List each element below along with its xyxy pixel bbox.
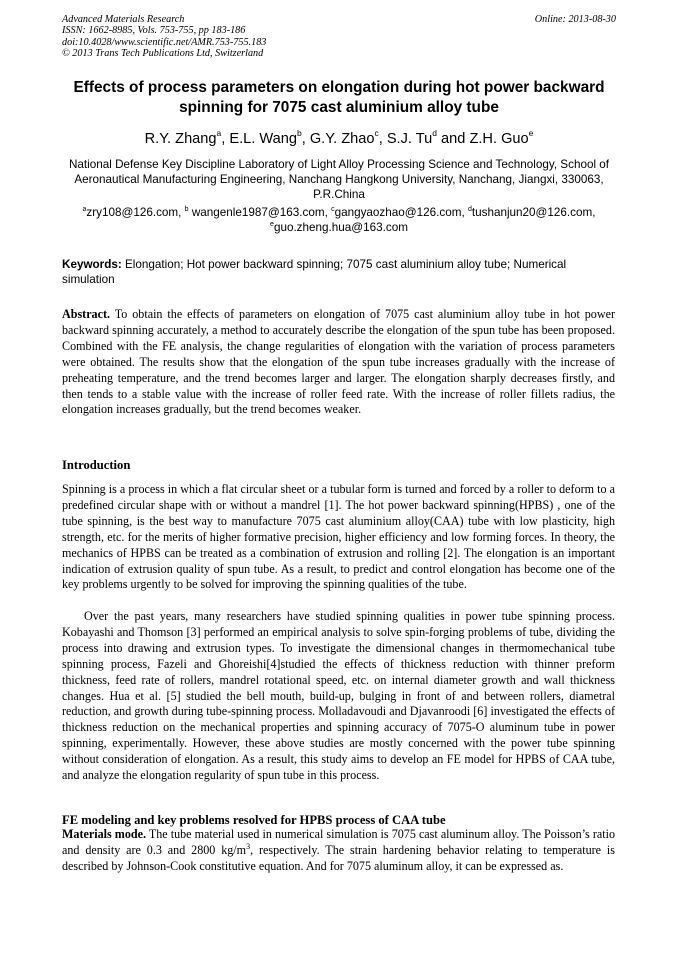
author-separator: and — [436, 131, 470, 147]
email-mark: c — [331, 206, 335, 213]
email-list — [58, 206, 620, 235]
author-separator: , — [301, 131, 310, 147]
email-separator: , — [178, 206, 185, 219]
author-affil-mark: a — [216, 128, 222, 138]
keywords — [62, 257, 615, 287]
author-name: S.J. Tu — [386, 131, 433, 147]
abstract-label: Abstract. — [62, 307, 111, 321]
email-address[interactable]: zry108@126.com — [86, 206, 179, 219]
copyright-line: © 2013 Trans Tech Publications Ltd, Switzerland — [62, 47, 264, 59]
email-address[interactable]: guo.zheng.hua@163.com — [273, 220, 408, 234]
email-mark: a — [82, 206, 87, 213]
author-affil-mark: b — [296, 128, 302, 138]
abstract-text: To obtain the effects of parameters on elongation of 7075 cast aluminium alloy tube in hot power backward spinning accurately, a method to accurately describe the elongation of the spun tube has been proposed. Combined with the FE analysis, the change regularities of elongation with the variation of process parameters were obtained. The results show that the elongation of the spun tube increases gradually with the increase of preheating temperature, and the trend becomes larger and larger. The elongation sharply decreases firstly, and then tends to a stable value with the increase of roller feed rate. With the increase of roller fillets radius, the elongation increases gradually, but the trend becomes weaker. — [62, 307, 615, 417]
email-separator: , — [461, 206, 468, 219]
section-heading-fe-modeling: FE modeling and key problems resolved for HPBS process of CAA tube — [62, 813, 446, 827]
author-list — [40, 130, 638, 148]
author-separator: , — [378, 131, 387, 147]
author-separator: , — [221, 131, 230, 147]
affiliation: National Defense Key Discipline Laboratory of Light Alloy Processing Science and Technology, School of Aeronautical Manufacturing Engineering, Nanchang Hangkong University, Nanchang, Jiangxi, 330063, P.R.China — [68, 158, 610, 201]
journal-name: Advanced Materials Research — [62, 14, 185, 25]
materials-text-a: The tube material used in numerical simulation is 7075 cast aluminum alloy. The Poisson’s ratio and density are 0.3 and 2800 kg/m — [62, 827, 615, 857]
introduction-paragraph-1: Spinning is a process in which a flat circular sheet or a tubular form is turned and forced by a roller to deform to a predefined circular shape with or without a mandrel [1]. The hot power backward spinning(HPBS) , one of the tube spinning, is the best way to manufacture 7075 cast aluminium alloy(CAA) tube with low plasticity, high strength, etc. for the merits of higher formative precision, higher efficiency and low forming forces. In theory, the mechanics of HPBS can be treated as a combination of extrusion and rolling [2]. The elongation is an important indication of extrusion quality of spun tube. As a result, to predict and control elongation has become one of the key problems urgently to be solved for improving the spinning qualities of the tube. — [62, 482, 615, 592]
section-heading-introduction: Introduction — [62, 458, 131, 472]
materials-label: Materials mode. — [62, 827, 147, 841]
online-date: Online: 2013-08-30 — [534, 14, 616, 25]
email-address[interactable]: tushanjun20@126.com — [471, 206, 593, 219]
author-name: G.Y. Zhao — [309, 131, 375, 147]
email-mark: b — [184, 206, 189, 213]
issn-line: ISSN: 1662-8985, Vols. 753-755, pp 183-186 — [62, 25, 246, 37]
email-separator: , — [592, 206, 596, 219]
introduction-paragraph-2: Over the past years, many researchers have studied spinning qualities in power tube spinning process. Kobayashi and Thomson [3] performed an empirical analysis to solve spin-forging problems of tube, dividing the process into drawing and extrusion types. To investigate the dimensional changes in thermomechanical tube spinning process, Fazeli and Ghoreishi[4]studied the effects of thickness reduction with thinner preform thickness, feed rate of rollers, mandrel rotational speed, etc. on internal diameter growth and wall thickness changes. Hua et al. [5] studied the bell mouth, build-up, bulging in front of and between rollers, diametral reduction, and growth during tube-spinning process. Molladavoudi and Djavanroodi [6] investigated the effects of thickness reduction on the mechanical properties and spinning accuracy of 7075-O aluminum tube in power spinning, experimentally. However, these above studies are mostly concerned with the power tube spinning without consideration of elongation. As a result, this study aims to develop an FE model for HPBS of CAA tube, and analyze the elongation regularity of spun tube in this process. — [62, 609, 615, 783]
keywords-text: Elongation; Hot power backward spinning; 7075 cast aluminium alloy tube; Numerical simulation — [62, 258, 567, 286]
author-name: E.L. Wang — [229, 131, 297, 147]
cubic-superscript: 3 — [246, 841, 251, 851]
keywords-label: Keywords: — [62, 258, 122, 271]
author-affil-mark: e — [528, 128, 534, 138]
abstract — [62, 307, 615, 418]
doi-line: doi:10.4028/www.scientific.net/AMR.753-755.183 — [62, 36, 267, 48]
email-mark: e — [270, 220, 274, 228]
author-name: R.Y. Zhang — [144, 131, 217, 147]
materials-paragraph — [62, 827, 615, 875]
email-separator: , — [324, 206, 332, 219]
author-affil-mark: c — [374, 128, 379, 138]
author-name: Z.H. Guo — [469, 131, 529, 147]
materials-text-b: , respectively. The strain hardening behavior relating to temperature is described by Johnson-Cook constitutive equation. And for 7075 aluminum alloy, it can be expressed as. — [62, 842, 615, 873]
email-address[interactable]: wangenle1987@163.com — [188, 206, 325, 219]
paper-title: Effects of process parameters on elongation during hot power backward spinning for 7075 cast aluminium alloy tube — [73, 79, 605, 116]
email-address[interactable]: gangyaozhao@126.com — [334, 206, 462, 219]
author-affil-mark: d — [432, 128, 437, 138]
email-mark: d — [467, 206, 472, 213]
